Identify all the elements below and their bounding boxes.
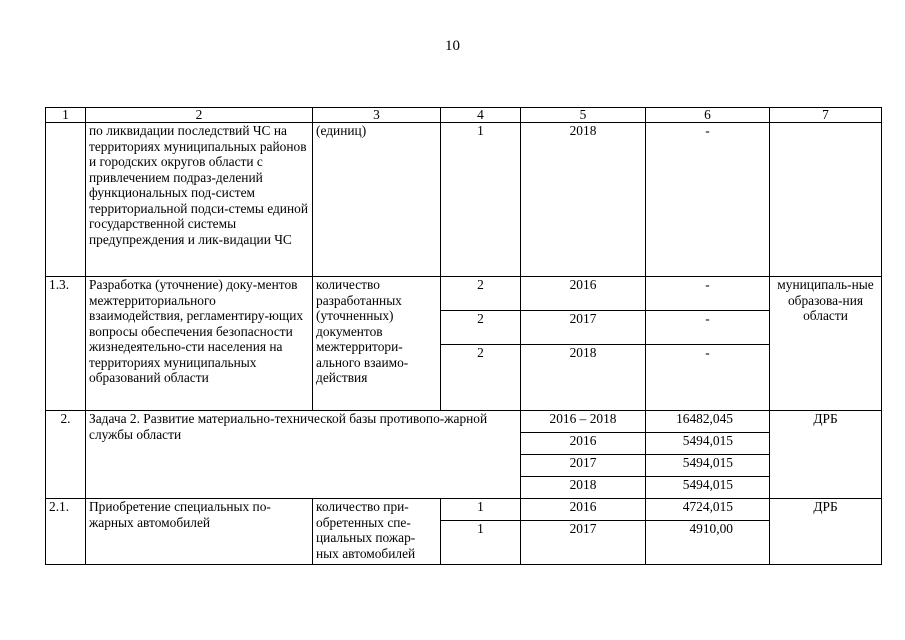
funding-cell: 4724,015 (646, 499, 770, 521)
indicator-value: 2 (441, 345, 521, 411)
year-cell: 2016 (521, 277, 646, 311)
activity-description: Приобретение специальных по-жарных автомобилей (86, 499, 313, 565)
row-number: 2.1. (46, 499, 86, 565)
funding-cell: 16482,045 (646, 411, 770, 433)
year-cell: 2017 (521, 521, 646, 565)
column-header: 5 (521, 108, 646, 123)
year-cell: 2018 (521, 345, 646, 411)
funding-cell: 5494,015 (646, 455, 770, 477)
indicator-value: 1 (441, 499, 521, 521)
row-number (46, 123, 86, 277)
indicator-value: 1 (441, 521, 521, 565)
column-header: 7 (770, 108, 882, 123)
indicator-name: (единиц) (313, 123, 441, 277)
column-header: 3 (313, 108, 441, 123)
table-row (46, 411, 882, 433)
program-table (45, 107, 882, 565)
column-header: 2 (86, 108, 313, 123)
column-header: 6 (646, 108, 770, 123)
task-description: Задача 2. Развитие материально-технической базы противопо-жарной службы области (86, 411, 521, 499)
row-number: 2. (46, 411, 86, 499)
column-number-row (46, 108, 882, 123)
indicator-value: 1 (441, 123, 521, 277)
year-cell: 2018 (521, 123, 646, 277)
funding-cell: - (646, 277, 770, 311)
funding-cell: 5494,015 (646, 477, 770, 499)
row-number: 1.3. (46, 277, 86, 411)
year-cell: 2016 (521, 499, 646, 521)
executor-cell: муниципаль-ные образова-ния области (770, 277, 882, 411)
indicator-name: количество при-обретенных спе-циальных пожар-ных автомобилей (313, 499, 441, 565)
year-cell: 2017 (521, 311, 646, 345)
funding-cell: 4910,00 (646, 521, 770, 565)
activity-description: по ликвидации последствий ЧС на территориях муниципальных районов и городских округов области с привлечением подраз-делений функциональных под-систем территориальной подси-стемы единой государственной системы предупреждения и лик-видации ЧС (86, 123, 313, 277)
indicator-name: количество разработанных (уточненных) документов межтерритори-ального взаимо-действия (313, 277, 441, 411)
column-header: 1 (46, 108, 86, 123)
page-number: 10 (445, 38, 460, 54)
executor-cell (770, 123, 882, 277)
year-cell: 2016 – 2018 (521, 411, 646, 433)
table-row (46, 123, 882, 277)
column-header: 4 (441, 108, 521, 123)
table-row (46, 499, 882, 521)
executor-cell: ДРБ (770, 411, 882, 499)
funding-cell: - (646, 311, 770, 345)
indicator-value: 2 (441, 311, 521, 345)
funding-cell: - (646, 123, 770, 277)
year-cell: 2017 (521, 455, 646, 477)
funding-cell: - (646, 345, 770, 411)
activity-description: Разработка (уточнение) доку-ментов межтерриториального взаимодействия, регламентиру-ющих вопросы обеспечения безопасности жизнедеятельно-сти населения на территориях муниципальных образований области (86, 277, 313, 411)
indicator-value: 2 (441, 277, 521, 311)
executor-cell: ДРБ (770, 499, 882, 565)
year-cell: 2018 (521, 477, 646, 499)
year-cell: 2016 (521, 433, 646, 455)
funding-cell: 5494,015 (646, 433, 770, 455)
table-row (46, 277, 882, 311)
